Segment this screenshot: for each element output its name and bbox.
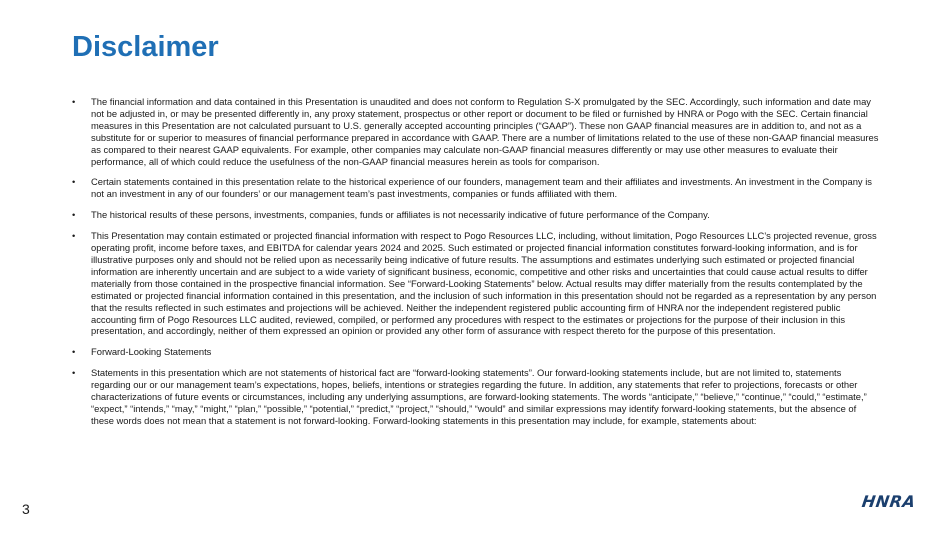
bullet-item	[72, 96, 880, 167]
bullet-text: This Presentation may contain estimated or projected financial information with respect to Pogo Resources LLC, including, without limitation, Pogo Resources LLC’s projected revenue, gross operating profit, income before taxes, and EBITDA for calendar years 2024 and 2025. Such estimated or projected financial information constitutes forward-looking information, and is for illustrative purposes only and should not be relied upon as necessarily being indicative of future results. The assumptions and estimates underlying such estimated or projected financial information are inherently uncertain and are subject to a wide variety of significant business, economic, competitive and other risks and uncertainties that could cause actual results to differ materially from those contained in the prospective financial information. See “Forward-Looking Statements” below. Actual results may differ materially from the results contemplated by the estimated or projected financial information contained in this presentation, and the inclusion of such information in this presentation should not be regarded as a representation by any person that the results reflected in such estimates and projections will be achieved. Neither the independent registered public accounting firm of HNRA nor the independent registered public accounting firm of Pogo Resources LLC audited, reviewed, compiled, or performed any procedures with respect to the estimates or projections for the purpose of their inclusion in this presentation, and accordingly, neither of them expressed an opinion or provided any other form of assurance with respect thereto for the purpose of this presentation.	[91, 230, 877, 337]
bullet-text: The historical results of these persons, investments, companies, funds or affiliates is not necessarily indicative of future performance of the Company.	[91, 209, 710, 221]
page-number: 3	[22, 501, 30, 517]
bullet-item	[72, 209, 880, 221]
bullet-dot-icon: •	[72, 367, 76, 379]
bullet-item	[72, 346, 880, 358]
bullet-text: Statements in this presentation which are not statements of historical fact are “forward-looking statements”. Our forward-looking statements include, but are not limited to, statements regarding our or our management team’s expectations, hopes, beliefs, intentions or strategies regarding the future. In addition, any statements that refer to projections, forecasts or other characterizations of future events or circumstances, including any underlying assumptions, are forward-looking statements. The words “anticipate,” “believe,” “continue,” “could,” “estimate,” “expect,” “intends,” “may,” “might,” “plan,” “possible,” “potential,” “predict,” “project,” “should,” “would” and similar expressions may identify forward-looking statements, but the absence of these words does not mean that a statement is not forward-looking. Forward-looking statements in this presentation may include, for example, statements about:	[91, 367, 867, 426]
disclaimer-bullet-list	[72, 96, 880, 436]
bullet-dot-icon: •	[72, 230, 76, 242]
bullet-text: The financial information and data contained in this Presentation is unaudited and does not conform to Regulation S-X promulgated by the SEC. Accordingly, such information and date may not be adjusted in, or may be presented differently in, any proxy statement, prospectus or other report or document to be filed or furnished by HNRA or Pogo with the SEC. Certain financial measures in this Presentation are not calculated pursuant to U.S. generally accepted accounting principles (“GAAP”). These non GAAP financial measures are in addition to, and not as a substitute for or superior to measures of financial performance prepared in accordance with GAAP. There are a number of limitations related to the use of these non-GAAP financial measures as compared to their nearest GAAP equivalents. For example, other companies may calculate non-GAAP financial measures differently or may use other measures to evaluate their performance, all of which could reduce the usefulness of the non-GAAP financial measures herein as tools for comparison.	[91, 96, 879, 167]
bullet-dot-icon: •	[72, 96, 76, 107]
bullet-text: Certain statements contained in this presentation relate to the historical experience of our founders, management team and their affiliates and investments. An investment in the Company is not an investment in any of our founders’ or our management team’s past investments, companies or funds affiliated with them.	[91, 176, 872, 200]
bullet-item	[72, 176, 880, 200]
bullet-text: Forward-Looking Statements	[91, 346, 212, 358]
page-title: Disclaimer	[72, 31, 219, 63]
bullet-item	[72, 367, 880, 427]
hnra-logo: HNRA	[860, 492, 917, 511]
bullet-dot-icon: •	[72, 346, 76, 358]
bullet-dot-icon: •	[72, 176, 76, 188]
bullet-dot-icon: •	[72, 209, 76, 221]
bullet-item	[72, 230, 880, 337]
